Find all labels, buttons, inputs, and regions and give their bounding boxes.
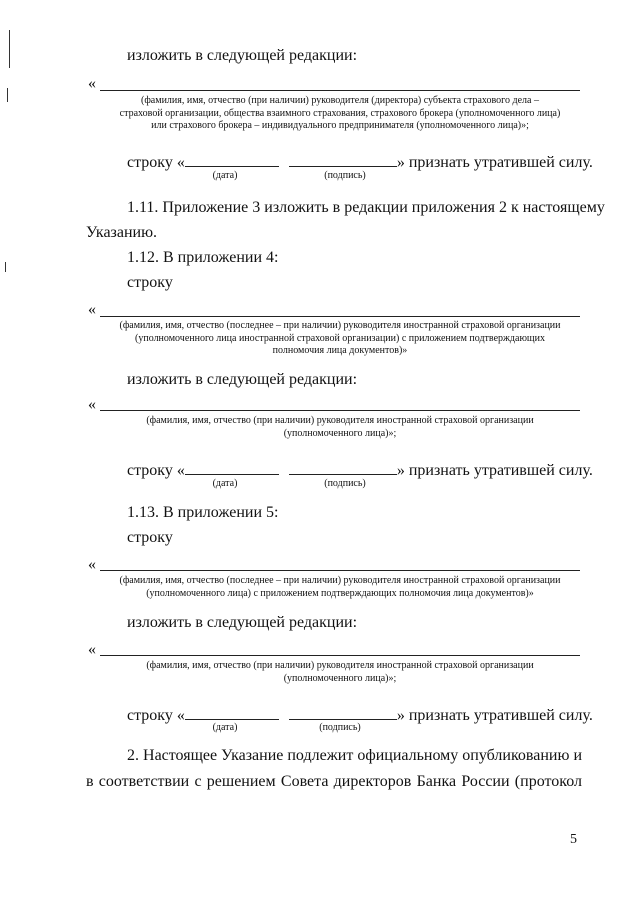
row-prefix: строку « [127, 462, 185, 479]
text-intro: изложить в следующей редакции: [127, 47, 358, 64]
field-caption: (фамилия, имя, отчество (последнее – при наличии) руководителя иностранной страховой организации (уполномоченного лица) с приложением подтверждающих полномочия лица документов)» [119, 575, 561, 599]
field-caption: (фамилия, имя, отчество (последнее – при наличии) руководителя иностранной страховой организации (уполномоченного лица иностранной страховой организации) с приложением подтверждающих полномочия лица документов)» [119, 320, 561, 356]
field-caption: (фамилия, имя, отчество (при наличии) руководителя (директора) субъекта страхового дела – страховой организации, общества взаимного страхования, страхового брокера (уполномоченного лица) или страхового брокера – индивидуального предпринимателя (уполномоченного лица)»; [119, 95, 561, 131]
date-blank [185, 460, 279, 475]
field-caption: (фамилия, имя, отчество (при наличии) руководителя иностранной страховой организации (уполномоченного лица)»; [146, 660, 534, 684]
signature-label: (подпись) [324, 478, 366, 489]
row-prefix: строку « [127, 707, 185, 724]
scan-edge-mark [7, 88, 8, 102]
signature-blank [289, 152, 397, 167]
open-quote: « [88, 641, 96, 658]
fill-line [100, 90, 580, 91]
open-quote: « [88, 396, 96, 413]
date-label: (дата) [212, 722, 238, 733]
date-blank [185, 152, 279, 167]
fill-line [100, 316, 580, 317]
text-intro: изложить в следующей редакции: [127, 614, 358, 631]
text-row-word: строку [127, 274, 173, 291]
fill-line [100, 570, 580, 571]
scan-edge-mark [5, 262, 6, 272]
row-suffix: » признать утратившей силу. [396, 462, 593, 479]
date-blank [185, 705, 279, 720]
row-suffix: » признать утратившей силу. [396, 707, 593, 724]
paragraph-2-cont: в соответствии с решением Совета директоров Банка России (протокол [86, 773, 582, 790]
row-suffix: » признать утратившей силу. [396, 154, 593, 171]
signature-blank [289, 460, 397, 475]
date-label: (дата) [212, 478, 238, 489]
signature-blank [289, 705, 397, 720]
open-quote: « [88, 301, 96, 318]
signature-label: (подпись) [324, 170, 366, 181]
paragraph-1-12: 1.12. В приложении 4: [127, 249, 279, 266]
open-quote: « [88, 556, 96, 573]
open-quote: « [88, 75, 96, 92]
row-prefix: строку « [127, 154, 185, 171]
fill-line [100, 655, 580, 656]
field-caption: (фамилия, имя, отчество (при наличии) руководителя иностранной страховой организации (уполномоченного лица)»; [146, 415, 534, 439]
signature-label: (подпись) [319, 722, 361, 733]
paragraph-2: 2. Настоящее Указание подлежит официальному опубликованию и [127, 747, 582, 764]
fill-line [100, 410, 580, 411]
text-row-word: строку [127, 529, 173, 546]
paragraph-1-11: 1.11. Приложение 3 изложить в редакции приложения 2 к настоящему [127, 199, 605, 216]
paragraph-1-13: 1.13. В приложении 5: [127, 504, 279, 521]
scan-edge-mark [9, 30, 10, 68]
text-intro: изложить в следующей редакции: [127, 371, 358, 388]
page-number: 5 [570, 832, 577, 847]
paragraph-1-11-cont: Указанию. [86, 224, 158, 241]
date-label: (дата) [212, 170, 238, 181]
